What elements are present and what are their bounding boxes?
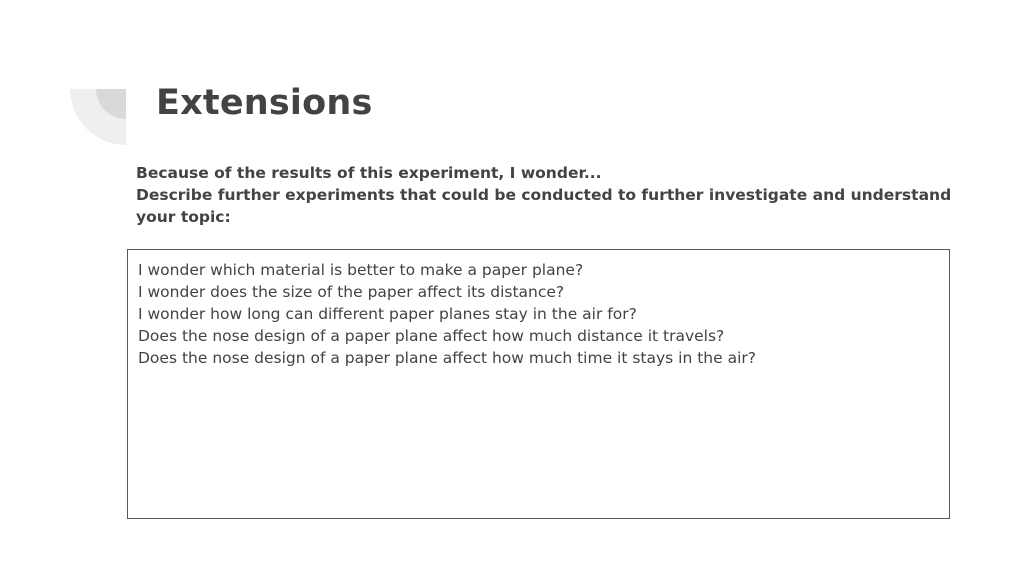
page-title: Extensions: [156, 83, 373, 123]
quarter-circle-decoration: [70, 89, 126, 145]
prompt-line-1: Because of the results of this experiment, I wonder...: [136, 164, 602, 182]
prompt-line-3: your topic:: [136, 208, 231, 226]
answer-line: I wonder which material is better to make a paper plane?: [138, 261, 584, 279]
answer-line: I wonder how long can different paper planes stay in the air for?: [138, 305, 637, 323]
answer-text-box[interactable]: [127, 249, 950, 519]
prompt-line-2: Describe further experiments that could be conducted to further investigate and understand: [136, 186, 952, 204]
answer-line: Does the nose design of a paper plane affect how much distance it travels?: [138, 327, 725, 345]
prompt-text: [136, 162, 952, 228]
answer-line: I wonder does the size of the paper affect its distance?: [138, 283, 565, 301]
answer-line: Does the nose design of a paper plane affect how much time it stays in the air?: [138, 349, 757, 367]
